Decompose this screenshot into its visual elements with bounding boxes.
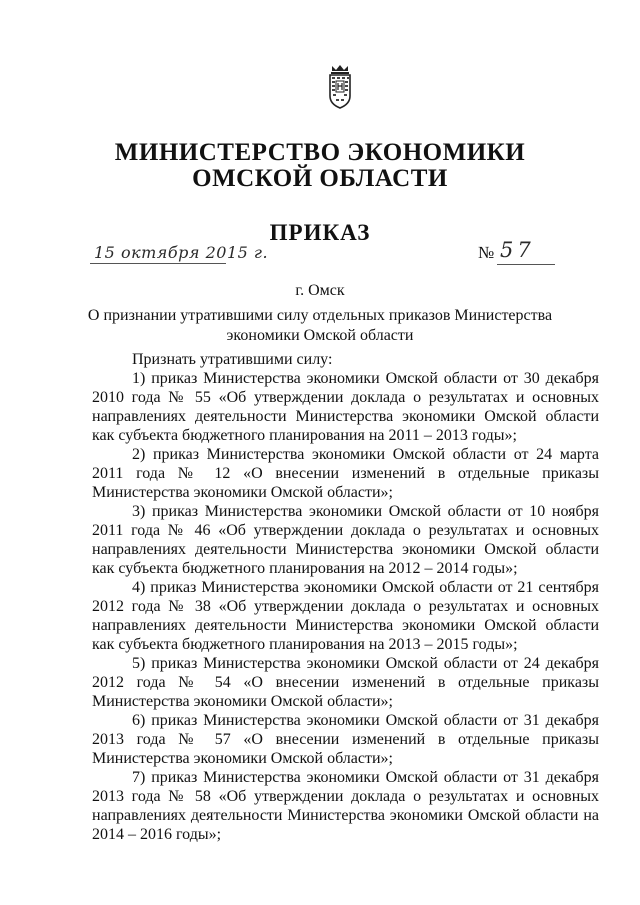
list-item: 1) приказ Министерства экономики Омской области от 30 декабря 2010 года № 55 «Об утверждении доклада о результатах и основных направлениях деятельности Министерства экономики Омской области как субъекта бюджетного планирования на 2011 – 2013 годы»; (92, 370, 599, 444)
subject-line1: О признании утратившими силу отдельных приказов Министерства (87, 307, 553, 324)
coat-of-arms-icon (324, 62, 356, 110)
list-item: 2) приказ Министерства экономики Омской области от 24 марта 2011 года № 12 «О внесении изменений в отдельные приказы Министерства экономики Омской области»; (92, 446, 599, 501)
order-subject (0, 306, 640, 346)
body-intro: Признать утратившими силу: (132, 351, 333, 368)
list-item: 6) приказ Министерства экономики Омской области от 31 декабря 2013 года № 57 «О внесении изменений в отдельные приказы Министерства экономики Омской области»; (92, 712, 599, 767)
subject-line2: экономики Омской области (226, 327, 414, 344)
order-number-label: № (478, 243, 495, 262)
list-item: 3) приказ Министерства экономики Омской области от 10 ноября 2011 года № 46 «Об утверждении доклада о результатах и основных направлениях деятельности Министерства экономики Омской области как субъекта бюджетного планирования на 2012 – 2014 годы»; (92, 503, 599, 577)
list-item: 5) приказ Министерства экономики Омской области от 24 декабря 2012 года № 54 «О внесении изменений в отдельные приказы Министерства экономики Омской области»; (92, 655, 599, 710)
ministry-title-line2: ОМСКОЙ ОБЛАСТИ (192, 165, 448, 192)
ministry-title-line1: МИНИСТЕРСТВО ЭКОНОМИКИ (114, 139, 526, 166)
number-underline (497, 264, 555, 265)
document-type-title: ПРИКАЗ (269, 220, 371, 245)
date-underline (90, 263, 226, 264)
list-item: 4) приказ Министерства экономики Омской области от 21 сентября 2012 года № 38 «Об утверждении доклада о результатах и основных направлениях деятельности Министерства экономики Омской области как субъекта бюджетного планирования на 2013 – 2015 годы»; (92, 579, 599, 653)
list-item: 7) приказ Министерства экономики Омской области от 31 декабря 2013 года № 58 «Об утверждении доклада о результатах и основных направлениях деятельности Министерства экономики Омской области на 2014 – 2016 годы»; (92, 769, 599, 843)
order-number: 57 (500, 238, 535, 262)
city: г. Омск (295, 282, 345, 299)
order-date: 15 октября 2015 г. (94, 243, 269, 262)
order-body (92, 350, 599, 844)
